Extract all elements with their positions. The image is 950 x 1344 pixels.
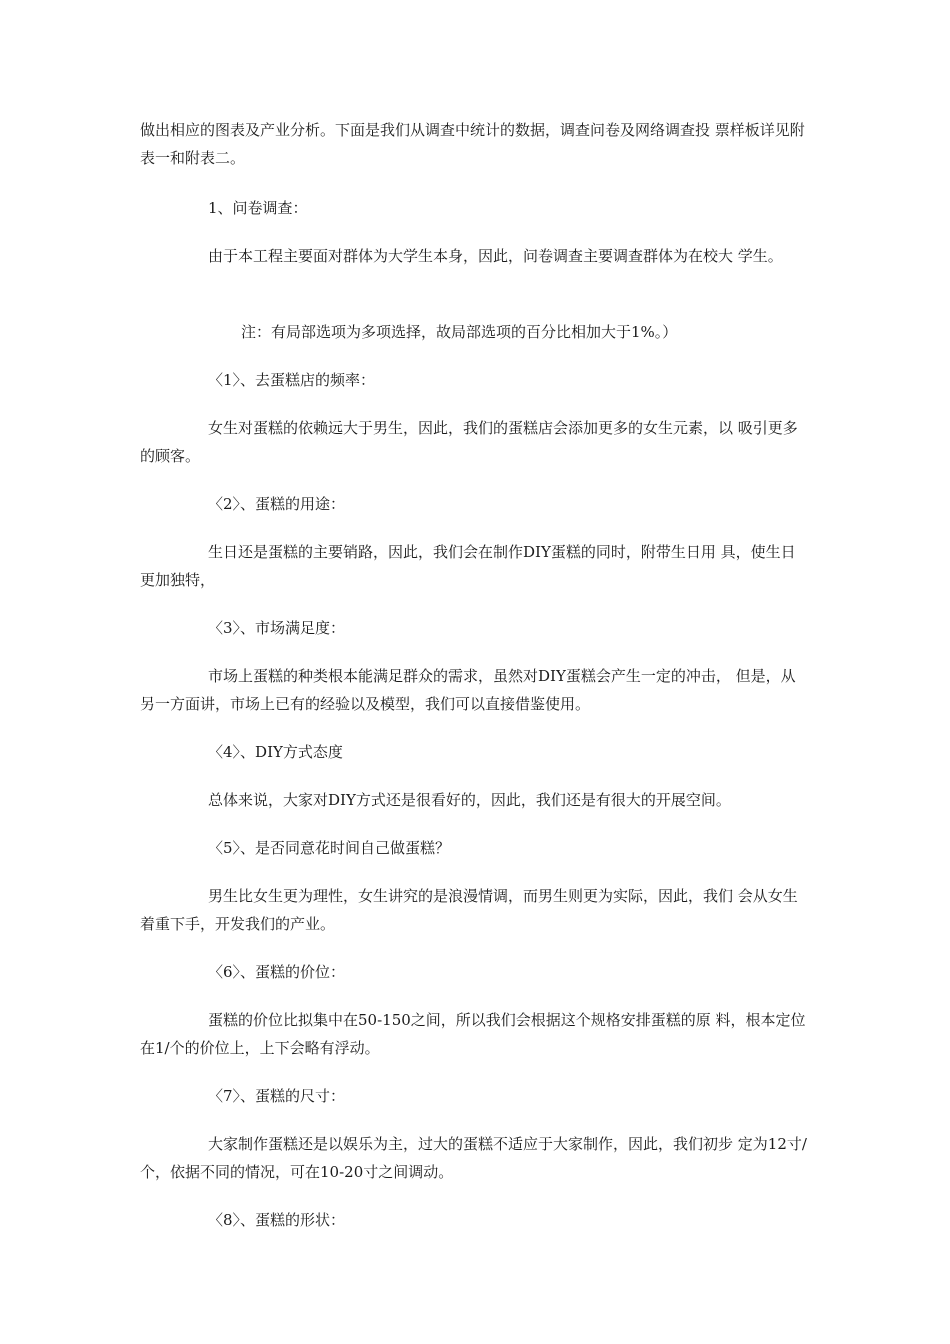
item-heading-8: 〈8〉、蛋糕的形状： [208, 1211, 346, 1229]
section-paragraph-questionnaire: 由于本工程主要面对群体为大学生本身，因此，问卷调查主要调查群体为在校大 学生。 [208, 247, 783, 265]
item-paragraph-5: 男生比女生更为理性，女生讲究的是浪漫情调，而男生则更为实际，因此，我们 会从女生着重下手，开发我们的产业。 [140, 887, 798, 933]
item-paragraph-7: 大家制作蛋糕还是以娱乐为主，过大的蛋糕不适应于大家制作，因此，我们初步 定为12寸/个，依据不同的情况，可在10-20寸之间调动。 [140, 1135, 807, 1181]
note-text: 注：有局部选项为多项选择，故局部选项的百分比相加大于1%。） [241, 323, 678, 341]
item-heading-6: 〈6〉、蛋糕的价位： [208, 963, 346, 981]
item-heading-5: 〈5〉、是否同意花时间自己做蛋糕？ [208, 839, 451, 857]
item-heading-1: 〈1〉、去蛋糕店的频率： [208, 371, 376, 389]
item-paragraph-1: 女生对蛋糕的依赖远大于男生，因此，我们的蛋糕店会添加更多的女生元素，以 吸引更多的顾客。 [140, 419, 798, 465]
item-heading-2: 〈2〉、蛋糕的用途： [208, 495, 346, 513]
item-heading-7: 〈7〉、蛋糕的尺寸： [208, 1087, 346, 1105]
item-paragraph-6: 蛋糕的价位比拟集中在50-150之间，所以我们会根据这个规格安排蛋糕的原 料，根本定位在1/个的价位上，上下会略有浮动。 [140, 1011, 806, 1057]
item-paragraph-3: 市场上蛋糕的种类根本能满足群众的需求，虽然对DIY蛋糕会产生一定的冲击， 但是，从另一方面讲，市场上已有的经验以及模型，我们可以直接借鉴使用。 [140, 667, 796, 713]
item-paragraph-4: 总体来说，大家对DIY方式还是很看好的，因此，我们还是有很大的开展空间。 [208, 791, 731, 809]
item-heading-3: 〈3〉、市场满足度： [208, 619, 346, 637]
item-paragraph-2: 生日还是蛋糕的主要销路，因此，我们会在制作DIY蛋糕的同时，附带生日用 具，使生日更加独特， [140, 543, 796, 589]
section-heading-questionnaire: 1、问卷调查： [208, 199, 308, 217]
intro-paragraph: 做出相应的图表及产业分析。下面是我们从调查中统计的数据，调查问卷及网络调查投 票样板详见附表一和附表二。 [140, 121, 805, 167]
item-heading-4: 〈4〉、DIY方式态度 [208, 743, 343, 761]
